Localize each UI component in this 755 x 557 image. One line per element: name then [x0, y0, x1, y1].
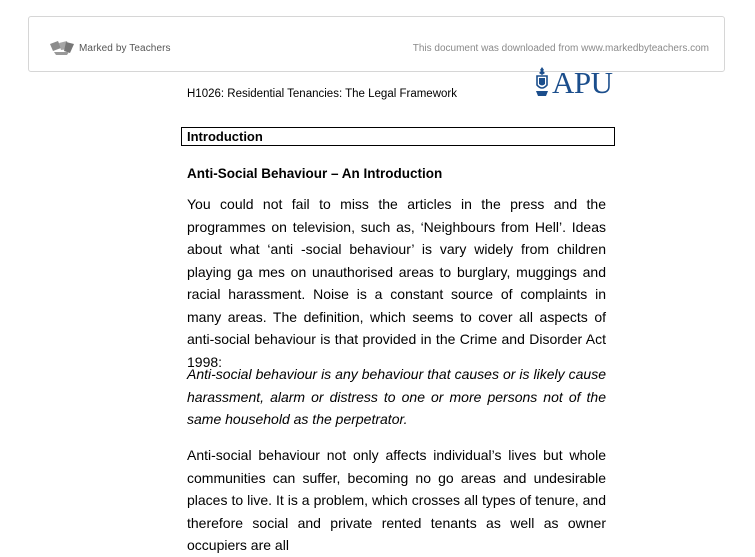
section-heading-box: [181, 127, 615, 146]
paragraph-definition-quote: Anti-social behaviour is any behaviour that causes or is likely cause harassment, alarm or distress to one or more persons not of the same household as the perpetrator.: [187, 366, 606, 427]
download-source-note: This document was downloaded from www.markedbyteachers.com: [412, 43, 709, 54]
section-title: Introduction: [187, 129, 263, 144]
paragraph-impact: Anti-social behaviour not only affects individual’s lives but whole communities can suffer, becoming no go areas and undesirable places to live. It is a problem, which crosses all types of tenure, and therefore social and private rented tenants as well as owner occupiers are all: [187, 447, 606, 553]
apu-logo-text: APU: [552, 65, 613, 100]
subheading: Anti-Social Behaviour – An Introduction: [187, 166, 443, 181]
download-banner: [28, 16, 725, 72]
brand-name: Marked by Teachers: [79, 42, 171, 54]
university-crest-icon: [534, 66, 550, 98]
document-header: H1026: Residential Tenancies: The Legal Framework: [187, 88, 457, 100]
graduation-cap-icon: [49, 40, 75, 56]
apu-logo: [534, 66, 613, 100]
paragraph-intro: You could not fail to miss the articles in the press and the programmes on television, such as, ‘Neighbours from Hell’. Ideas about what ‘anti -social behaviour’ is vary widely from children playing ga mes on unauthorised areas to burglary, muggings and racial harassment. Noise is a constant source of complaints in many areas. The definition, which seems to cover all aspects of anti-social behaviour is that provided in the Crime and Disorder Act 1998:: [187, 196, 606, 370]
brand-logo[interactable]: [49, 40, 171, 56]
